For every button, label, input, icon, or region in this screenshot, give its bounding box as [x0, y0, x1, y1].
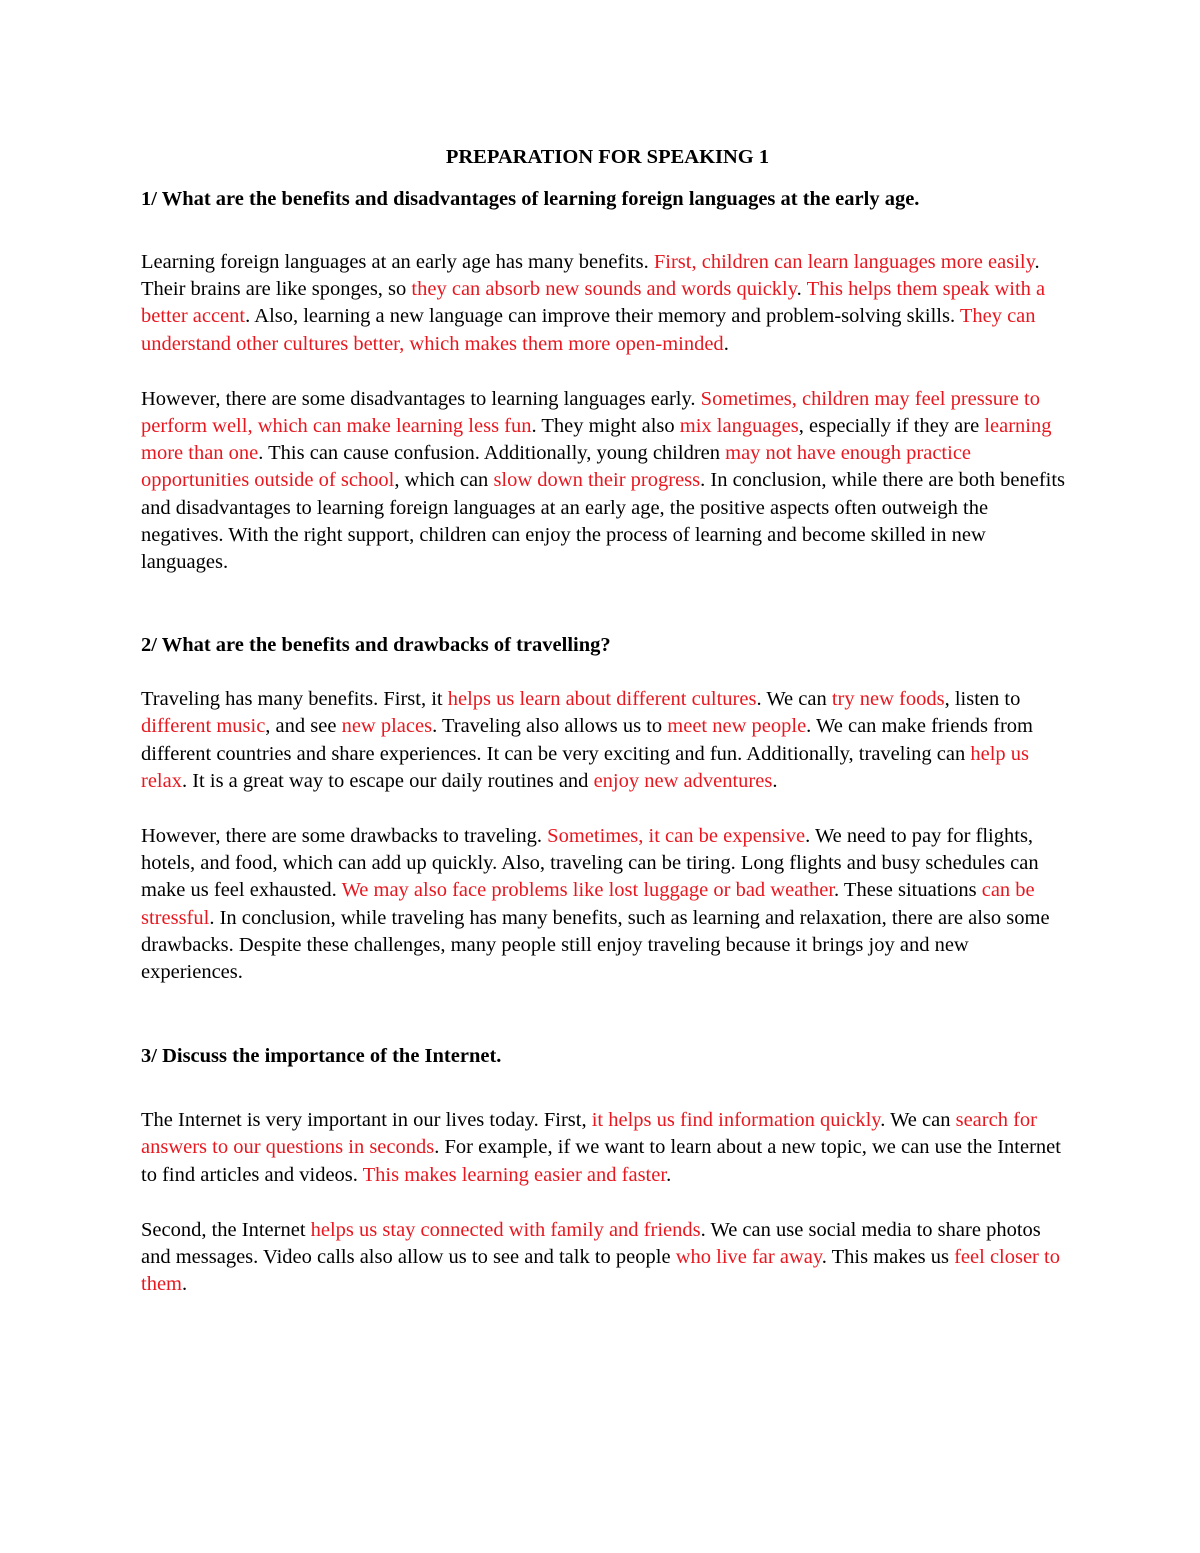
highlighted-text: Sometimes, children may feel pressure to perform well, which can make learning less fun: [141, 387, 1040, 438]
body-text: . We can use social media to share photos and messages. Video calls also allow us to see and talk to people: [141, 1218, 1041, 1269]
body-text: , and see: [265, 715, 342, 738]
highlighted-text: This helps them speak with a better accent: [141, 278, 1046, 328]
body-text: . We can: [880, 1109, 956, 1132]
body-text: . We can: [756, 688, 832, 711]
body-text: . These situations: [834, 879, 982, 902]
body-text: .: [796, 278, 807, 301]
highlighted-text: feel closer to them: [141, 1246, 1060, 1296]
question-2: 2/ What are the benefits and drawbacks of travelling?: [141, 634, 611, 657]
highlighted-text: search for answers to our questions in seconds: [141, 1109, 1037, 1159]
highlighted-text: may not have enough practice opportunities outside of school: [141, 442, 972, 492]
body-text: Learning foreign languages at an early age has many benefits.: [141, 251, 654, 273]
answer-3-paragraph-1: [141, 1107, 1066, 1189]
highlighted-text: help us relax: [141, 742, 1030, 792]
highlighted-text: enjoy new adventures: [593, 769, 773, 792]
highlighted-text: First, children can learn languages more easily: [653, 251, 1035, 273]
highlighted-text: Sometimes, it can be expensive: [547, 825, 806, 848]
body-text: . Traveling also allows us to: [432, 715, 668, 738]
document-page: [141, 144, 1066, 1298]
body-text: .: [723, 332, 729, 355]
body-text: , especially if they are: [798, 415, 985, 438]
highlighted-text: can be stressful: [141, 879, 1035, 929]
answer-3-paragraph-2: [141, 1217, 1066, 1299]
highlighted-text: mix languages: [679, 415, 799, 438]
highlighted-text: who live far away: [675, 1246, 822, 1269]
highlighted-text: they can absorb new sounds and words quickly: [411, 278, 797, 301]
highlighted-text: meet new people: [667, 715, 807, 738]
highlighted-text: We may also face problems like lost luggage or bad weather: [341, 879, 835, 902]
body-text: . Also, learning a new language can improve their memory and problem-solving skills.: [245, 305, 960, 328]
highlighted-text: They can understand other cultures better, which makes them more open-minded: [141, 305, 1036, 355]
answer-2-paragraph-2: [141, 823, 1066, 986]
body-text: . This can cause confusion. Additionally, young children: [258, 442, 726, 465]
body-text: Second, the Internet: [141, 1218, 311, 1241]
highlighted-text: helps us learn about different cultures: [447, 688, 757, 711]
highlighted-text: This makes learning easier and faster: [362, 1163, 667, 1186]
body-text: Traveling has many benefits. First, it: [141, 688, 448, 711]
highlighted-text: try new foods: [831, 688, 945, 711]
body-text: . They might also: [531, 415, 680, 438]
body-text: . It is a great way to escape our daily routines and: [181, 769, 594, 792]
highlighted-text: slow down their progress: [493, 469, 701, 492]
body-text: . Their brains are like sponges, so: [141, 251, 1040, 301]
body-text: .: [182, 1273, 188, 1296]
body-text: However, there are some drawbacks to traveling.: [141, 825, 548, 848]
body-text: . We need to pay for flights, hotels, and food, which can add up quickly. Also, traveling can be tiring. Long flights and busy schedules can make us feel exhausted.: [141, 825, 1039, 902]
body-text: . This makes us: [821, 1246, 955, 1269]
body-text: .: [666, 1163, 672, 1186]
highlighted-text: different music: [141, 715, 266, 738]
highlighted-text: it helps us find information quickly: [591, 1109, 881, 1132]
body-text: . For example, if we want to learn about a new topic, we can use the Internet to find articles and videos.: [141, 1136, 1061, 1186]
body-text: , which can: [394, 469, 494, 492]
document-title: PREPARATION FOR SPEAKING 1: [445, 146, 770, 168]
body-text: . In conclusion, while there are both benefits and disadvantages to learning foreign languages at an early age, the positive aspects often outweigh the negatives. With the right support, children can enjoy the process of learning and become skilled in new languages.: [141, 469, 1066, 574]
answer-2-paragraph-1: [141, 686, 1066, 795]
body-text: .: [772, 769, 778, 792]
body-text: The Internet is very important in our lives today. First,: [141, 1109, 592, 1132]
question-1: 1/ What are the benefits and disadvantages of learning foreign languages at the early age.: [141, 188, 920, 210]
answer-1-paragraph-2: [141, 386, 1066, 576]
body-text: . In conclusion, while traveling has many benefits, such as learning and relaxation, there are also some drawbacks. Despite these challenges, many people still enjoy traveling because it brings joy and new experiences.: [141, 906, 1050, 984]
highlighted-text: helps us stay connected with family and friends: [310, 1218, 701, 1241]
body-text: However, there are some disadvantages to learning languages early.: [141, 387, 701, 410]
answer-1-paragraph-1: [141, 249, 1066, 358]
highlighted-text: learning more than one: [141, 415, 1052, 465]
highlighted-text: new places: [341, 715, 433, 738]
question-3: 3/ Discuss the importance of the Internet.: [141, 1045, 502, 1068]
body-text: . We can make friends from different countries and share experiences. It can be very exciting and fun. Additionally, traveling can: [141, 715, 1033, 765]
body-text: , listen to: [944, 688, 1021, 711]
